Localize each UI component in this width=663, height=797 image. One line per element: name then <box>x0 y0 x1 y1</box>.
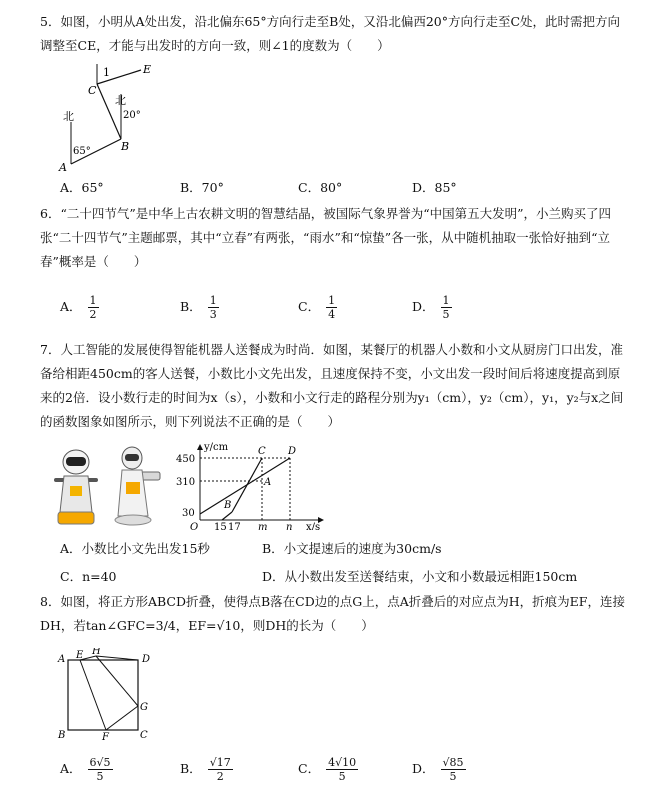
q8-option-d-letter: D． <box>412 761 435 776</box>
q6-option-b-letter: B． <box>180 299 202 314</box>
q5-label-north-b: 北 <box>115 94 126 107</box>
q7-option-d[interactable]: D．从小数出发至送餐结束，小文和小数最远相距150cm <box>262 569 578 584</box>
question-5 <box>40 10 630 58</box>
q7-origin: O <box>190 522 199 530</box>
q7-tick-450: 450 <box>176 454 196 465</box>
q6-option-b-fraction <box>208 294 219 321</box>
q7-tick-310: 310 <box>176 477 196 488</box>
q8-label-h: H <box>92 648 101 657</box>
q8-label-b: B <box>58 730 66 740</box>
q7-tick-17: 17 <box>228 522 241 530</box>
q5-label-e: E <box>143 63 152 76</box>
q5-option-c[interactable]: C．80° <box>298 180 343 195</box>
q7-tick-30: 30 <box>182 508 195 519</box>
q5-label-20: 20° <box>123 110 141 121</box>
q8-fg <box>106 706 138 730</box>
q7-line-y1 <box>200 458 290 514</box>
question-8-text: 8．如图，将正方形ABCD折叠，使得点B落在CD边的点G上，点A折叠后的对应点为H，折痕为EF，连接DH，若tan∠GFC=3/4，EF=√10，则DH的长为（ ） <box>40 594 625 633</box>
q6-option-d-fraction <box>441 294 452 321</box>
q7-point-a: A <box>264 477 272 488</box>
q6-option-d-letter: D． <box>412 299 435 314</box>
q7-point-c: C <box>258 446 266 457</box>
q5-option-a[interactable]: A．65° <box>60 180 104 195</box>
question-6-text: 6．“二十四节气”是中华上古农耕文明的智慧结晶，被国际气象界誉为“中国第五大发明”，小兰购买了四张“二十四节气”主题邮票，其中“立春”有两张，“雨水”和“惊蛰”各一张，从中随机抽取一张恰好抽到“立春”概率是（ ） <box>40 206 612 269</box>
q8-label-g: G <box>140 702 148 713</box>
q5-segment-bc <box>97 84 121 139</box>
q8-crease-ef <box>80 660 106 730</box>
q6-option-a-letter: A． <box>60 299 82 314</box>
q6-option-c-den: 4 <box>328 308 336 321</box>
q8-option-d-fraction <box>441 756 466 783</box>
q7-xlabel: x/s <box>306 522 321 530</box>
q6-option-c-letter: C． <box>298 299 321 314</box>
q6-option-c-num: 1 <box>328 294 336 307</box>
q5-label-1: 1 <box>103 66 110 79</box>
q7-option-b[interactable]: B．小文提速后的速度为30cm/s <box>262 541 442 556</box>
q8-option-a-fraction <box>88 756 113 783</box>
q5-label-65: 65° <box>73 146 91 157</box>
q7-tick-m: m <box>258 522 268 530</box>
question-7-text: 7．人工智能的发展使得智能机器人送餐成为时尚．如图，某餐厅的机器人小数和小文从厨房门口出发，准备给相距450cm的客人送餐，小数比小文先出发，且速度保持不变，小文出发一段时间后将速度提高到原来的2倍．设小数行走的时间为x（s），小数和小文行走的路程分别为y₁（cm），y₂（cm），y₁，y₂与x之间的函数图象如图所示，则下列说法不正确的是（ ） <box>40 342 624 429</box>
q6-option-a-num: 1 <box>89 294 97 307</box>
q6-option-d-den: 5 <box>442 308 450 321</box>
q8-figure <box>56 648 156 740</box>
q8-option-b[interactable] <box>180 756 233 783</box>
q7-tick-n: n <box>286 522 293 530</box>
q7-ylabel: y/cm <box>204 442 229 453</box>
q6-option-c[interactable] <box>298 294 337 321</box>
robot-xiaowen-image <box>112 446 162 526</box>
q8-square <box>68 660 138 730</box>
q6-option-a-fraction <box>88 294 99 321</box>
q7-tick-15: 15 <box>214 522 227 530</box>
q8-option-d-den: 5 <box>449 770 457 783</box>
question-6 <box>40 202 630 274</box>
question-7 <box>40 338 630 434</box>
q7-point-d: D <box>288 446 297 457</box>
q8-label-a: A <box>58 654 66 665</box>
q5-option-b[interactable]: B．70° <box>180 180 224 195</box>
robot-xiaoshu-image <box>52 448 100 526</box>
q5-label-a: A <box>59 161 67 174</box>
q6-option-b-num: 1 <box>209 294 217 307</box>
q8-option-b-num: √17 <box>209 756 231 769</box>
q6-option-b[interactable] <box>180 294 219 321</box>
q8-label-c: C <box>140 730 148 740</box>
q8-option-d-num: √85 <box>442 756 464 769</box>
q6-option-d[interactable] <box>412 294 452 321</box>
q7-option-c[interactable]: C．n=40 <box>60 569 117 584</box>
q6-option-c-fraction <box>326 294 337 321</box>
q8-option-d[interactable] <box>412 756 466 783</box>
q5-option-d[interactable]: D．85° <box>412 180 457 195</box>
q7-option-a[interactable]: A．小数比小文先出发15秒 <box>60 541 210 556</box>
q8-option-b-fraction <box>208 756 233 783</box>
q5-label-north-a: 北 <box>63 110 74 123</box>
q8-label-d: D <box>142 654 151 665</box>
q8-option-c-num: 4√10 <box>328 756 357 769</box>
q8-option-b-den: 2 <box>216 770 224 783</box>
q8-option-c-den: 5 <box>338 770 346 783</box>
q7-line-y2-part1 <box>222 512 232 520</box>
q6-option-b-den: 3 <box>209 308 217 321</box>
q8-option-a-num: 6√5 <box>89 756 111 769</box>
q5-label-b: B <box>121 140 130 153</box>
q8-option-c-letter: C． <box>298 761 321 776</box>
q8-option-c-fraction <box>326 756 358 783</box>
q8-option-c[interactable] <box>298 756 358 783</box>
q7-point-b: B <box>224 500 232 511</box>
question-8 <box>40 590 630 638</box>
q6-option-d-num: 1 <box>442 294 450 307</box>
q8-option-a[interactable] <box>60 756 113 783</box>
q7-line-y2-part2 <box>232 458 262 512</box>
q8-option-b-letter: B． <box>180 761 202 776</box>
q8-option-a-letter: A． <box>60 761 82 776</box>
q8-label-e: E <box>76 650 84 661</box>
q5-label-c: C <box>88 84 97 97</box>
question-5-text: 5．如图，小明从A处出发，沿北偏东65°方向行走至B处，又沿北偏西20°方向行走至C处，此时需把方向调整至CE，才能与出发时的方向一致，则∠1的度数为（ ） <box>40 14 621 53</box>
q6-option-a-den: 2 <box>89 308 97 321</box>
q8-option-a-den: 5 <box>96 770 104 783</box>
q6-option-a[interactable] <box>60 294 99 321</box>
q8-hg <box>96 656 138 706</box>
q8-label-f: F <box>102 732 109 740</box>
q7-graph <box>168 442 328 530</box>
q5-figure <box>55 62 175 174</box>
